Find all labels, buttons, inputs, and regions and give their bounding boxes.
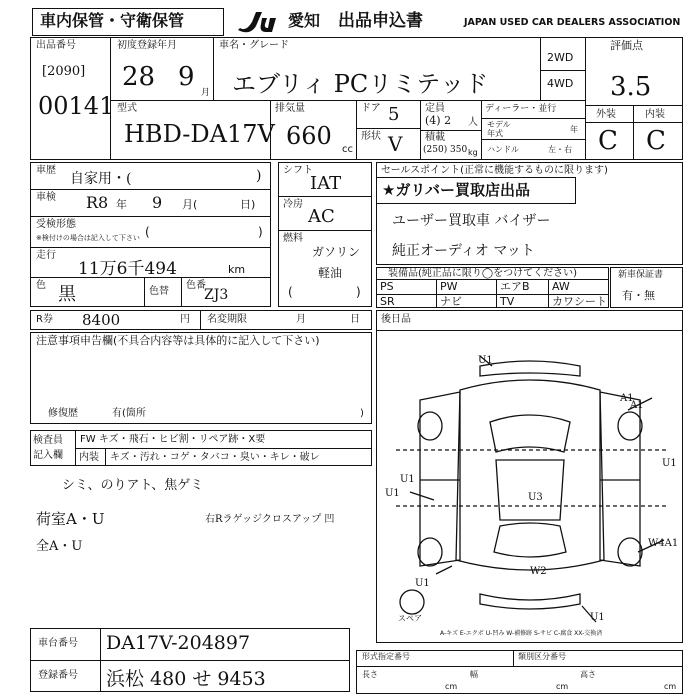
warranty-label: 新車保証書 bbox=[618, 270, 664, 280]
ju-logo-icon bbox=[236, 10, 286, 34]
color-code-label: 色番 bbox=[186, 280, 206, 291]
registration-month-unit: 月 bbox=[201, 88, 211, 98]
recycle-unit: 円 bbox=[180, 314, 190, 325]
recycle-value: 8400 bbox=[82, 311, 121, 329]
diagram-mark: A1 bbox=[630, 400, 644, 411]
sales-point-banner: ★ガリバー買取店出品 bbox=[382, 181, 530, 199]
cert-height-label: 高さ bbox=[580, 670, 596, 679]
equipment-item: SR bbox=[380, 295, 395, 308]
shift-value: IAT bbox=[310, 173, 342, 194]
ac-value: AC bbox=[308, 206, 335, 227]
reception-close: ) bbox=[258, 225, 263, 239]
mileage-value: 11万6千494 bbox=[78, 259, 177, 279]
capacity-load-value: (250) 350 bbox=[423, 145, 468, 155]
fuel-open: ( bbox=[288, 285, 293, 299]
name-change-day-unit: 日 bbox=[350, 314, 360, 325]
score-ext-value: C bbox=[598, 126, 618, 156]
displacement-unit: cc bbox=[342, 144, 353, 155]
dealer-model-label: モデル bbox=[487, 120, 511, 129]
cert-width-label: 幅 bbox=[470, 670, 478, 679]
notes-repair-value: 有(箇所 bbox=[112, 408, 146, 419]
reception-note: ※検付けの場合は記入して下さい bbox=[36, 234, 140, 242]
mileage-label: 走行 bbox=[36, 250, 56, 261]
diagram-mark: U1 bbox=[478, 355, 493, 366]
doors-value: 5 bbox=[388, 104, 400, 125]
history-label: 車歴 bbox=[36, 165, 56, 176]
equipment-label: 装備品(純正品に限り◯をつけてください) bbox=[388, 268, 577, 279]
checker-row1: FW キズ・飛石・ヒビ割・リペア跡・X要 bbox=[80, 434, 266, 445]
history-close: ) bbox=[256, 168, 262, 184]
plate-label: 登録番号 bbox=[38, 670, 78, 681]
diagram-spare-label: スペア bbox=[398, 614, 422, 623]
notes-repair-label: 修復歴 bbox=[48, 408, 78, 419]
shift-label: シフト bbox=[283, 165, 313, 176]
registration-label: 初度登録年月 bbox=[117, 40, 177, 51]
dealer-handle-options: 左・右 bbox=[548, 145, 572, 154]
cert-cm-2: cm bbox=[556, 682, 569, 691]
doors-label: ドア bbox=[361, 103, 381, 114]
color-code-value: ZJ3 bbox=[204, 287, 229, 303]
recycle-label: R券 bbox=[36, 314, 53, 325]
notes-label: 注意事項申告欄(不具合内容等は具体的に記入して下さい) bbox=[36, 334, 320, 347]
capacity-value: (4) 2 bbox=[425, 114, 452, 127]
capacity-load-unit: kg bbox=[468, 148, 478, 157]
reception-label: 受検形態 bbox=[36, 219, 76, 230]
fuel-diesel: 軽油 bbox=[318, 266, 343, 280]
doors-shape-value: V bbox=[388, 132, 403, 156]
inspection-month: 9 bbox=[152, 193, 163, 212]
score-ext-label: 外装 bbox=[596, 109, 616, 120]
checker-row2-label: 内装 bbox=[79, 452, 99, 463]
dealer-label: ディーラー・並行 bbox=[485, 104, 557, 114]
afterfit-label: 後日品 bbox=[381, 314, 411, 325]
equipment-item: PW bbox=[440, 280, 458, 293]
dealer-year-label: 年式 bbox=[487, 129, 503, 138]
drive-2wd: 2WD bbox=[547, 51, 574, 64]
equipment-item: カワシート bbox=[552, 295, 607, 308]
lot-label: 出品番号 bbox=[36, 40, 76, 51]
diagram-mark: U1 bbox=[415, 578, 430, 589]
diagram-mark: A1 bbox=[620, 393, 634, 404]
inspection-year-unit: 年 bbox=[116, 198, 127, 211]
diagram-mark: U1 bbox=[590, 612, 605, 623]
diagram-mark: W2 bbox=[530, 566, 547, 577]
mileage-unit: km bbox=[228, 263, 246, 276]
history-value: 自家用・( bbox=[70, 171, 132, 187]
color-value: 黒 bbox=[58, 284, 76, 305]
score-int-label: 内装 bbox=[645, 109, 665, 120]
equipment-item: エアB bbox=[500, 280, 530, 293]
inspector-note-line3: 全A・U bbox=[36, 539, 83, 554]
score-label: 評価点 bbox=[610, 39, 643, 52]
diagram-mark: U1 bbox=[662, 458, 677, 469]
header-org: 愛知 bbox=[288, 11, 321, 30]
equipment-item: AW bbox=[552, 280, 570, 293]
registration-month: 9 bbox=[178, 62, 195, 92]
capacity-unit: 人 bbox=[468, 117, 478, 128]
header-title: 出品申込書 bbox=[338, 11, 423, 31]
inspector-note-line2: 荷室A・U bbox=[36, 510, 105, 528]
fuel-close: ) bbox=[356, 285, 361, 299]
doors-shape-label: 形状 bbox=[361, 131, 381, 142]
color-label: 色 bbox=[36, 280, 46, 291]
notes-repair-close: ) bbox=[360, 408, 364, 419]
cert-type-label: 形式指定番号 bbox=[362, 652, 410, 661]
cert-cm-3: cm bbox=[664, 682, 677, 691]
color-original-label: 色替 bbox=[149, 286, 169, 297]
diagram-mark: W4A1 bbox=[648, 538, 679, 549]
displacement-label: 排気量 bbox=[275, 103, 305, 114]
sales-point-line2: 純正オーディオ マット bbox=[392, 243, 535, 259]
sales-point-line1: ユーザー買取車 バイザー bbox=[392, 213, 551, 229]
header-association: JAPAN USED CAR DEALERS ASSOCIATION bbox=[464, 17, 681, 28]
plate-value: 浜松 480 せ 9453 bbox=[106, 668, 266, 690]
capacity-load-label: 積載 bbox=[425, 132, 445, 143]
equipment-item: ナビ bbox=[440, 295, 462, 308]
ac-label: 冷房 bbox=[283, 199, 303, 210]
cert-cm-1: cm bbox=[445, 682, 458, 691]
score-int-value: C bbox=[646, 126, 666, 156]
dealer-handle-label: ハンドル bbox=[487, 145, 519, 154]
diagram-mark: U3 bbox=[528, 492, 543, 503]
drive-4wd: 4WD bbox=[547, 77, 574, 90]
inspector-note-line1: シミ、のりアト、焦ゲミ bbox=[62, 478, 204, 493]
name-change-label: 名変期限 bbox=[207, 314, 247, 325]
chassis-label: 車台番号 bbox=[38, 638, 78, 649]
warranty-options: 有・無 bbox=[622, 289, 655, 302]
checker-row2: キズ・汚れ・コゲ・タバコ・臭い・キレ・破レ bbox=[110, 452, 320, 463]
lot-number: 00141 bbox=[38, 92, 115, 120]
inspection-label: 車検 bbox=[36, 192, 56, 203]
score-value: 3.5 bbox=[610, 72, 652, 102]
chassis-value: DA17V-204897 bbox=[106, 632, 251, 654]
inspection-month-unit: 月( bbox=[182, 198, 198, 211]
inspection-day-unit: 日) bbox=[240, 198, 256, 211]
cert-class-label: 類別区分番号 bbox=[518, 652, 566, 661]
checker-label1: 検査員 bbox=[33, 435, 63, 446]
capacity-label: 定員 bbox=[425, 103, 445, 114]
diagram-legend: A-キズ E-エクボ U-凹み W-補修跡 S-サビ C-腐食 XX-交換済 bbox=[440, 630, 603, 637]
reception-open: ( bbox=[145, 225, 150, 239]
model-value: HBD-DA17V bbox=[124, 120, 275, 148]
header-left-title: 車内保管・守衛保管 bbox=[40, 11, 185, 30]
equipment-item: TV bbox=[500, 295, 515, 308]
fuel-label: 燃料 bbox=[283, 233, 303, 244]
checker-label2: 記入欄 bbox=[33, 450, 63, 461]
inspector-note-line2b: 右Rラゲッジクロスアップ 凹 bbox=[205, 514, 335, 525]
cert-length-label: 長さ bbox=[362, 670, 378, 679]
sales-point-label: セールスポイント(正常に機能するものに限ります) bbox=[381, 165, 608, 176]
diagram-mark: U1 bbox=[385, 488, 400, 499]
car-name-label: 車名・グレード bbox=[219, 40, 289, 51]
model-label: 型式 bbox=[117, 103, 137, 114]
lot-sub-number: [2090] bbox=[42, 64, 86, 79]
inspection-era: R8 bbox=[86, 193, 109, 212]
equipment-item: PS bbox=[380, 280, 394, 293]
registration-year: 28 bbox=[122, 62, 156, 92]
dealer-year-unit: 年 bbox=[570, 125, 578, 134]
name-change-month-unit: 月 bbox=[296, 314, 306, 325]
diagram-mark: U1 bbox=[400, 474, 415, 485]
fuel-gasoline: ガソリン bbox=[312, 245, 361, 259]
car-name-value: エブリィ PCリミテッド bbox=[232, 70, 489, 98]
displacement-value: 660 bbox=[286, 122, 332, 150]
